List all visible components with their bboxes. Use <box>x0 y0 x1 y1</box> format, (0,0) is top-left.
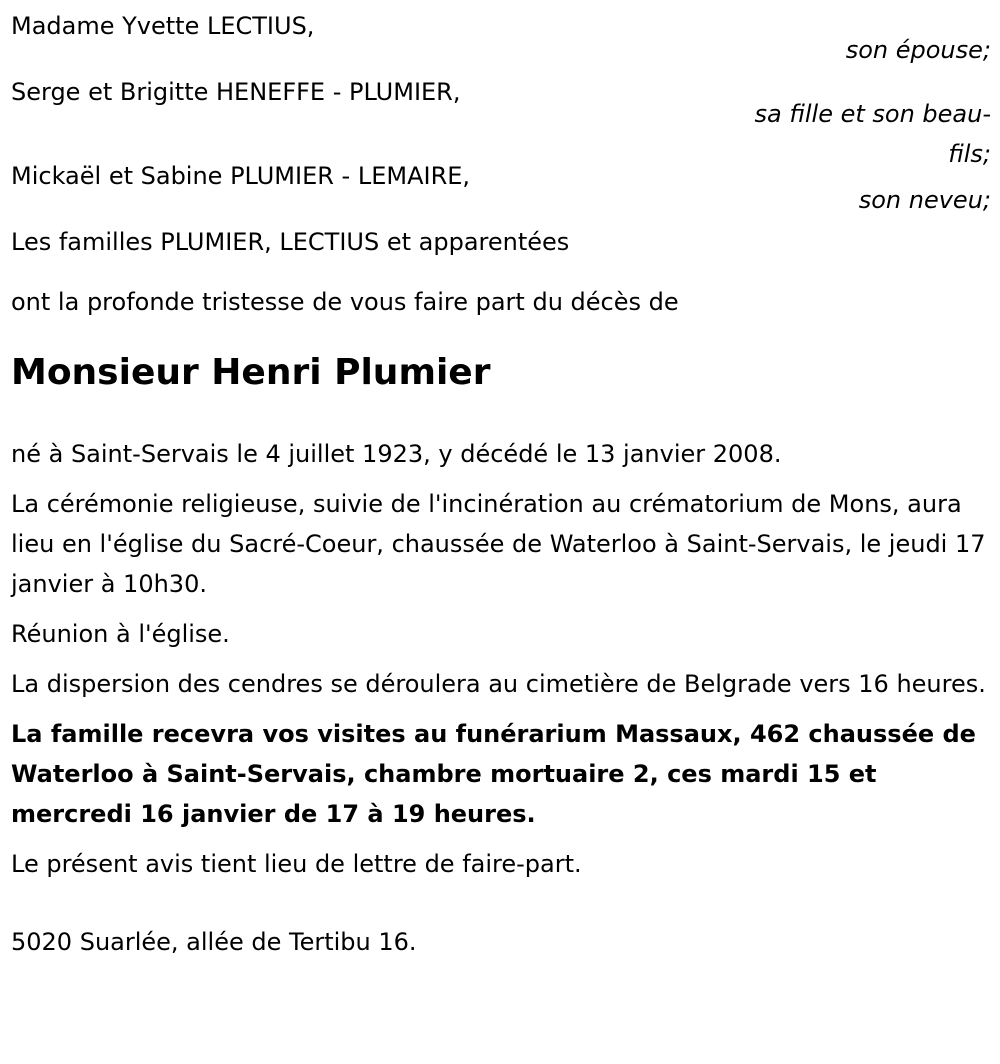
ceremony-paragraph: La cérémonie religieuse, suivie de l'incinération au crématorium de Mons, aura lieu en l'église du Sacré-Coeur, chaussée de Waterloo à Saint-Servais, le jeudi 17 janvier à 10h30. <box>11 490 986 598</box>
family-list <box>11 6 991 262</box>
family-member-spouse <box>11 6 991 70</box>
notice-body <box>11 434 991 884</box>
family-member-name: Madame Yvette LECTIUS, <box>11 12 315 40</box>
family-address: 5020 Suarlée, allée de Tertibu 16. <box>11 928 417 956</box>
visits-paragraph: La famille recevra vos visites au funérarium Massaux, 462 chaussée de Waterloo à Saint-Servais, chambre mortuaire 2, ces mardi 15 et mercredi 16 janvier de 17 à 19 heures. <box>11 720 976 828</box>
intro-text: ont la profonde tristesse de vous faire part du décès de <box>11 288 679 316</box>
family-member-relation: sa fille et son beau-fils; <box>754 100 991 168</box>
family-member-name: Mickaël et Sabine PLUMIER - LEMAIRE, <box>11 162 471 190</box>
family-member-name: Serge et Brigitte HENEFFE - PLUMIER, <box>11 78 461 106</box>
family-member-name: Les familles PLUMIER, LECTIUS et apparentées <box>11 228 570 256</box>
family-member-relation: son épouse; <box>845 36 991 64</box>
deceased-name: Monsieur Henri Plumier <box>11 352 491 393</box>
family-member-relation: son neveu; <box>858 186 991 214</box>
family-member-nephew <box>11 156 991 220</box>
obituary-notice <box>11 6 991 986</box>
notice-paragraph: Le présent avis tient lieu de lettre de faire-part. <box>11 850 582 878</box>
meeting-paragraph: Réunion à l'église. <box>11 620 230 648</box>
family-other-relatives <box>11 222 991 262</box>
birth-death-paragraph: né à Saint-Servais le 4 juillet 1923, y décédé le 13 janvier 2008. <box>11 440 782 468</box>
ashes-paragraph: La dispersion des cendres se déroulera au cimetière de Belgrade vers 16 heures. <box>11 670 986 698</box>
